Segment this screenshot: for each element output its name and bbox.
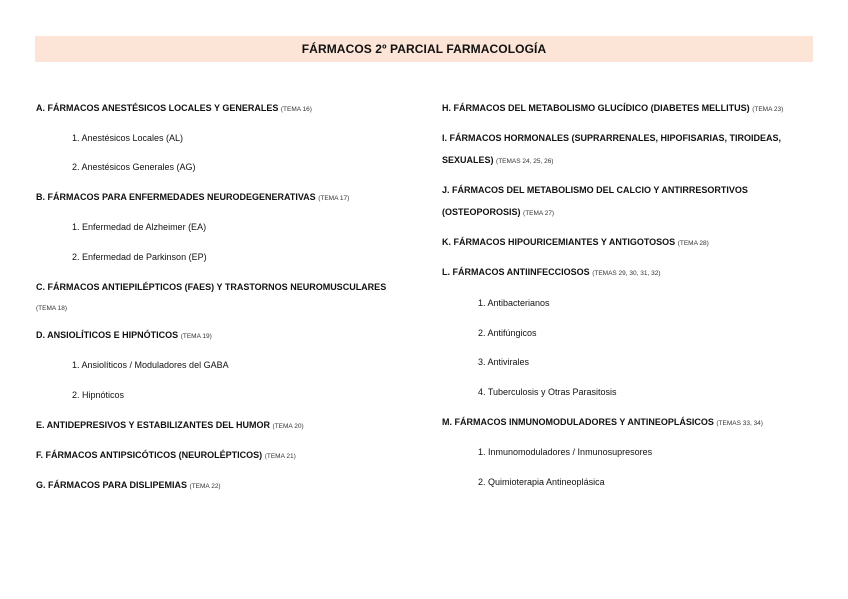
- section-d: [36, 329, 212, 343]
- section-j-line1: [442, 184, 748, 196]
- section-tema: (TEMA 23): [752, 106, 784, 113]
- list-item: 2. Enfermedad de Parkinson (EP): [72, 252, 207, 262]
- section-heading: K. FÁRMACOS HIPOURICEMIANTES Y ANTIGOTOSOS: [442, 237, 676, 247]
- section-heading: M. FÁRMACOS INMUNOMODULADORES Y ANTINEOPLÁSICOS: [442, 417, 714, 427]
- section-heading: C. FÁRMACOS ANTIEPILÉPTICOS (FAES) Y TRASTORNOS NEUROMUSCULARES: [36, 282, 387, 292]
- section-b: [36, 191, 349, 205]
- section-heading: H. FÁRMACOS DEL METABOLISMO GLUCÍDICO (DIABETES MELLITUS): [442, 103, 750, 113]
- section-tema: (TEMA 16): [280, 106, 312, 113]
- section-tema: (TEMA 21): [264, 453, 296, 460]
- section-tema: (TEMA 20): [272, 423, 304, 430]
- section-m: [442, 416, 763, 430]
- section-i-line1: [442, 132, 781, 144]
- list-item: 1. Anestésicos Locales (AL): [72, 133, 184, 143]
- section-k: [442, 236, 709, 250]
- list-item: 1. Inmunomoduladores / Inmunosupresores: [478, 447, 653, 457]
- list-item: 1. Ansiolíticos / Moduladores del GABA: [72, 360, 229, 370]
- section-f: [36, 449, 296, 463]
- section-h: [442, 102, 783, 116]
- list-item: 1. Antibacterianos: [478, 298, 550, 308]
- section-heading: B. FÁRMACOS PARA ENFERMEDADES NEURODEGENERATIVAS: [36, 192, 316, 202]
- section-heading: J. FÁRMACOS DEL METABOLISMO DEL CALCIO Y ANTIRRESORTIVOS: [442, 185, 748, 195]
- section-c-tema-line: [36, 301, 67, 315]
- section-heading: E. ANTIDEPRESIVOS Y ESTABILIZANTES DEL HUMOR: [36, 420, 271, 430]
- list-item: 2. Quimioterapia Antineoplásica: [478, 477, 605, 487]
- section-heading: I. FÁRMACOS HORMONALES (SUPRARRENALES, HIPOFISARIAS, TIROIDEAS,: [442, 133, 782, 143]
- list-item: 4. Tuberculosis y Otras Parasitosis: [478, 387, 617, 397]
- section-tema: (TEMAS 29, 30, 31, 32): [592, 270, 661, 277]
- section-l: [442, 266, 660, 280]
- list-item: 3. Antivirales: [478, 357, 530, 367]
- section-tema: (TEMA 27): [523, 210, 555, 217]
- title-bar: [35, 36, 813, 62]
- section-heading: F. FÁRMACOS ANTIPSICÓTICOS (NEUROLÉPTICOS): [36, 450, 263, 460]
- section-a: [36, 102, 312, 116]
- section-g: [36, 479, 221, 493]
- section-i-line2: [442, 154, 553, 168]
- page-title: FÁRMACOS 2º PARCIAL FARMACOLOGÍA: [301, 42, 547, 56]
- section-tema: (TEMA 17): [318, 195, 350, 202]
- section-heading: D. ANSIOLÍTICOS E HIPNÓTICOS: [36, 330, 179, 340]
- section-tema: (TEMA 28): [677, 240, 709, 247]
- section-tema: (TEMA 18): [36, 305, 68, 312]
- section-heading-cont: (OSTEOPOROSIS): [442, 207, 521, 217]
- list-item: 2. Antifúngicos: [478, 328, 537, 338]
- section-heading: L. FÁRMACOS ANTIINFECCIOSOS: [442, 267, 590, 277]
- section-tema: (TEMAS 33, 34): [716, 420, 763, 427]
- section-heading: G. FÁRMACOS PARA DISLIPEMIAS: [36, 480, 188, 490]
- section-tema: (TEMAS 24, 25, 26): [496, 158, 554, 165]
- list-item: 2. Anestésicos Generales (AG): [72, 162, 196, 172]
- section-tema: (TEMA 22): [189, 483, 221, 490]
- section-heading-cont: SEXUALES): [442, 155, 494, 165]
- section-heading: A. FÁRMACOS ANESTÉSICOS LOCALES Y GENERALES: [36, 103, 279, 113]
- section-tema: (TEMA 19): [180, 333, 212, 340]
- list-item: 1. Enfermedad de Alzheimer (EA): [72, 222, 207, 232]
- section-j-line2: [442, 206, 554, 220]
- section-e: [36, 419, 304, 433]
- list-item: 2. Hipnóticos: [72, 390, 125, 400]
- section-c: [36, 281, 386, 293]
